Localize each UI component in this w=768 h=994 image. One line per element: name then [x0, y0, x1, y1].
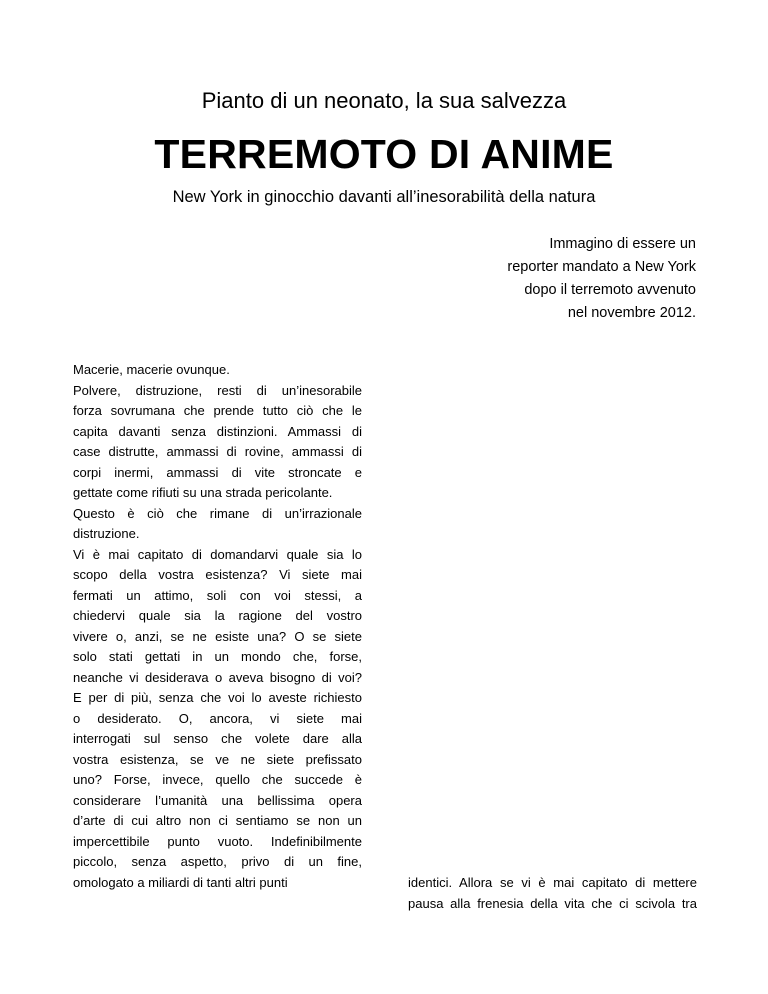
text-line: identici. Allora se vi è mai capitato di mettere	[408, 875, 697, 890]
intro-line: dopo il terremoto avvenuto	[524, 282, 696, 298]
text-line: fermati un attimo, soli con voi stessi, a	[73, 587, 362, 603]
article-headline: TERREMOTO DI ANIME	[154, 131, 614, 177]
text-line: forza sovrumana che prende tutto ciò che le	[73, 403, 362, 418]
text-line: vostra esistenza, se ve ne siete prefissato	[73, 751, 362, 767]
intro-note	[396, 233, 696, 325]
text-line: scopo della vostra esistenza? Vi siete mai	[73, 567, 362, 582]
text-line: gettate come rifiuti su una strada pericolante.	[73, 485, 333, 500]
article-kicker: Pianto di un neonato, la sua salvezza	[201, 88, 567, 113]
text-line: considerare l’umanità una bellissima opera	[73, 792, 362, 808]
text-line: neanche vi desiderava o aveva bisogno di voi?	[73, 669, 362, 685]
intro-line: Immagino di essere un	[549, 236, 696, 252]
text-line: solo stati gettati in un mondo che, forse,	[73, 649, 362, 664]
article-body-right-column	[408, 873, 697, 914]
text-line: pausa alla frenesia della vita che ci scivola tra	[408, 895, 697, 911]
paragraph	[73, 545, 362, 894]
text-line: d’arte di cui altro non ci sentiamo se non un	[73, 813, 362, 828]
article-subhead: New York in ginocchio davanti all’inesorabilità della natura	[172, 188, 596, 206]
text-line: impercettibile punto vuoto. Indefinibilmente	[73, 833, 362, 849]
text-line: o desiderato. O, ancora, vi siete mai	[73, 710, 362, 726]
text-line: omologato a miliardi di tanti altri punti	[73, 874, 288, 890]
article-body-left-column	[73, 360, 362, 893]
intro-line: reporter mandato a New York	[507, 259, 696, 275]
text-line: uno? Forse, invece, quello che succede è	[73, 772, 362, 787]
text-line: capita davanti senza distinzioni. Ammassi di	[73, 423, 362, 439]
intro-line: nel novembre 2012.	[567, 305, 696, 321]
text-line: E per di più, senza che voi lo aveste richiesto	[73, 690, 362, 705]
paragraph	[73, 381, 362, 504]
paragraph	[408, 873, 697, 914]
text-line: Vi è mai capitato di domandarvi quale sia lo	[73, 546, 362, 562]
text-line: Questo è ciò che rimane di un’irrazionale	[73, 505, 362, 521]
text-line: piccolo, senza aspetto, privo di un fine,	[73, 854, 362, 869]
text-line: case distrutte, ammassi di rovine, ammassi di	[73, 444, 362, 459]
text-line: interrogati sul senso che volete dare alla	[73, 731, 362, 746]
paragraph	[73, 504, 362, 545]
paragraph	[73, 360, 362, 381]
text-line: distruzione.	[73, 526, 140, 541]
text-line: Polvere, distruzione, resti di un’inesorabile	[73, 382, 362, 398]
text-line: chiedervi quale sia la ragione del vostro	[73, 608, 362, 623]
text-line: Macerie, macerie ovunque.	[73, 362, 230, 377]
text-line: vivere o, anzi, se ne esiste una? O se siete	[73, 628, 362, 644]
text-line: corpi inermi, ammassi di vite stroncate e	[73, 464, 362, 480]
